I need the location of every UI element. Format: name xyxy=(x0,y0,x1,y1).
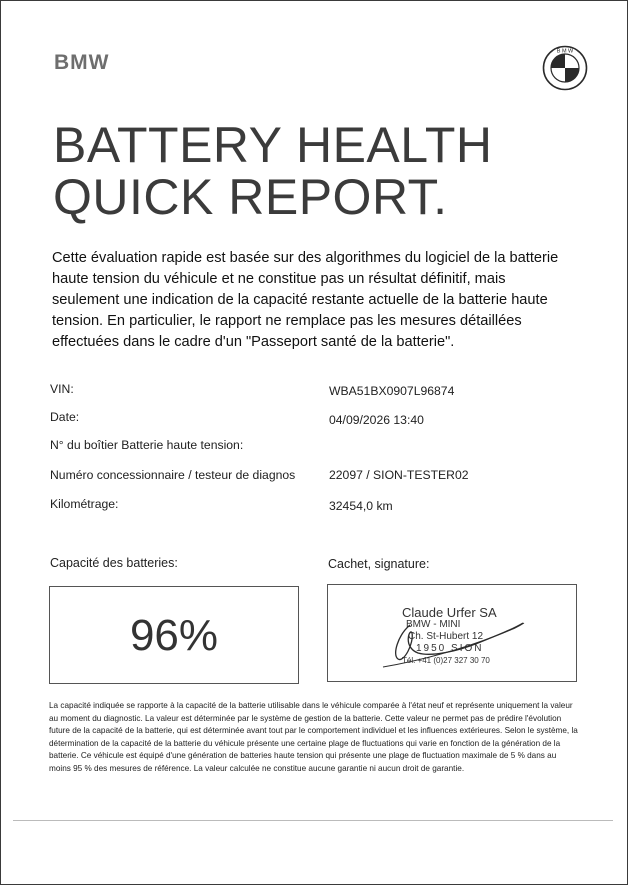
disclaimer-footnote: La capacité indiquée se rapporte à la capacité de la batterie utilisable dans le véhicule comparée à l'état neuf et représente uniquement la valeur au moment du diagnostic. La valeur est déterminée par le système de gestion de la batterie. Cette valeur ne permet pas de prédire l'évolution future de la capacité de la batterie, qui est déterminée avant tout par le comportement individuel et les influences extérieures. Selon le système, la détermination de la capacité de la batterie du véhicule présente une certaine plage de fluctuations qui varie en fonction de la génération de la batterie. Ce véhicule est équipé d'une génération de batteries haute tension qui présente une plage de fluctuation maximale de 5 % dans au moins 95 % des mesures de référence. La valeur calculée ne constitue aucune garantie ni aucun droit de garantie. xyxy=(49,701,578,773)
capacity-value: 96% xyxy=(129,611,219,660)
hv-box-number-label: N° du boîtier Batterie haute tension: xyxy=(50,438,244,452)
vin-label: VIN: xyxy=(50,382,74,396)
bottom-rule xyxy=(13,820,613,821)
mileage-value: 32454,0 km xyxy=(329,499,393,513)
stamp-signature-label: Cachet, signature: xyxy=(328,557,430,571)
stamp-line-phone: Tél. +41 (0)27 327 30 70 xyxy=(402,656,490,665)
stamp-line-city: 1950 SION xyxy=(416,643,484,654)
dealer-tester-label: Numéro concessionnaire / testeur de diagnos xyxy=(50,468,296,482)
date-label: Date: xyxy=(50,410,80,424)
stamp-box xyxy=(327,584,577,682)
mileage-label: Kilométrage: xyxy=(50,497,119,511)
dealer-tester-value: 22097 / SION-TESTER02 xyxy=(329,468,469,482)
vin-value: WBA51BX0907L96874 xyxy=(329,384,455,398)
title-line-2: QUICK REPORT. xyxy=(53,169,448,225)
bmw-wordmark: BMW xyxy=(54,51,110,74)
stamp-line-company: Claude Urfer SA xyxy=(402,605,497,620)
intro-paragraph: Cette évaluation rapide est basée sur des algorithmes du logiciel de la batterie haute tension du véhicule et ne constitue pas un résultat définitif, mais seulement une indication de la capacité restante actuelle de la batterie haute tension. En particulier, le rapport ne remplace pas les mesures détaillées effectuées dans le cadre d'un "Passeport santé de la batterie". xyxy=(52,250,559,350)
capacity-label: Capacité des batteries: xyxy=(50,556,178,570)
report-title xyxy=(53,119,493,223)
bmw-roundel-icon xyxy=(542,45,588,91)
capacity-box xyxy=(49,586,299,684)
logo-letters: B M W xyxy=(556,48,574,55)
stamp-line-brand: BMW - MINI xyxy=(406,619,461,630)
stamp-line-street: Ch. St-Hubert 12 xyxy=(408,631,484,642)
title-line-1: BATTERY HEALTH xyxy=(53,117,493,173)
handwritten-signature xyxy=(328,585,576,681)
date-value: 04/09/2026 13:40 xyxy=(329,413,424,427)
